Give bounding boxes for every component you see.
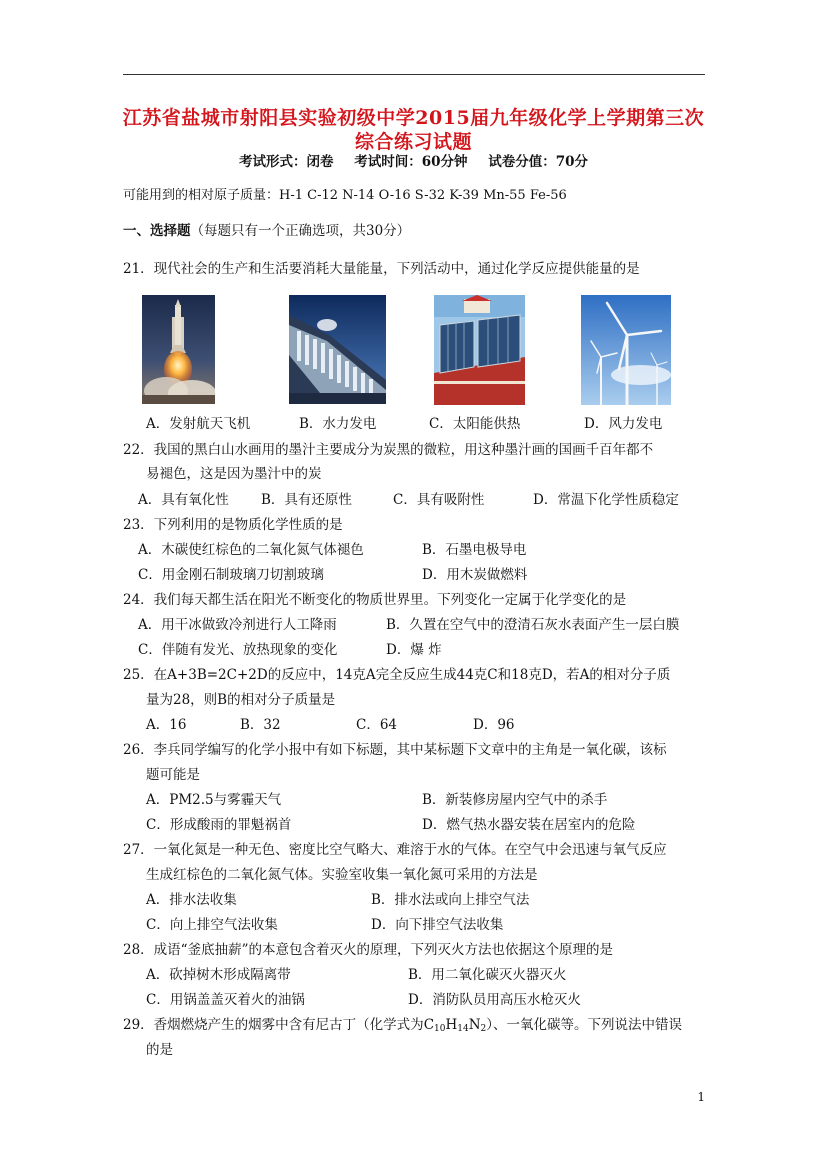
solar-heating-panels-image [434, 295, 525, 405]
q24-option-c: C．伴随有发光、放热现象的变化 [138, 642, 338, 658]
q26-stem-line-2: 题可能是 [146, 767, 200, 783]
exam-info [0, 150, 827, 170]
q25-stem-line-2: 量为28，则B的相对分子质量是 [146, 692, 336, 708]
q24-option-b: B．久置在空气中的澄清石灰水表面产生一层白膜 [386, 617, 680, 633]
q23-option-b: B．石墨电极导电 [422, 542, 527, 558]
q21-option-b: B．水力发电 [299, 416, 377, 432]
q22-option-c: C．具有吸附性 [393, 492, 485, 508]
wind-turbines-image [581, 295, 671, 405]
q27-option-b: B．排水法或向上排空气法 [371, 892, 530, 908]
q28-option-b: B．用二氧化碳灭火器灭火 [408, 967, 567, 983]
q25-option-d: D．96 [473, 717, 515, 733]
q25-option-c: C．64 [356, 717, 398, 733]
q28-option-a: A．砍掉树木形成隔离带 [146, 967, 291, 983]
q29-stem-line-1 [123, 1016, 682, 1034]
q25-stem-line-1: 25．在A+3B=2C+2D的反应中，14克A完全反应生成44克C和18克D，若A的相对分子质 [123, 667, 671, 683]
space-shuttle-launch-image [142, 295, 215, 404]
q26-option-d: D．燃气热水器安装在居室内的危险 [422, 817, 636, 833]
q21-option-a: A．发射航天飞机 [146, 416, 251, 432]
q22-option-d: D．常温下化学性质稳定 [533, 492, 679, 508]
q23-option-d: D．用木炭做燃料 [422, 567, 528, 583]
q24-option-a: A．用干冰做致冷剂进行人工降雨 [138, 617, 337, 633]
section-1-heading [123, 222, 410, 240]
title-line-2: 综合练习试题 [354, 131, 472, 153]
q26-option-b: B．新装修房屋内空气中的杀手 [422, 792, 608, 808]
q22-stem-line-1: 22．我国的黑白山水画用的墨汁主要成分为炭黑的微粒，用这种墨汁画的国画千百年都不 [123, 442, 654, 458]
section-1-title: 一、选择题 [123, 223, 191, 239]
q28-option-d: D．消防队员用高压水枪灭火 [408, 992, 581, 1008]
q25-option-b: B．32 [240, 717, 281, 733]
q29-stem-line-2: 的是 [146, 1042, 173, 1058]
title-line-1: 江苏省盐城市射阳县实验初级中学2015届九年级化学上学期第三次 [122, 107, 705, 129]
q21-stem: 21．现代社会的生产和生活要消耗大量能量，下列活动中，通过化学反应提供能量的是 [123, 261, 640, 277]
q26-option-c: C．形成酸雨的罪魁祸首 [146, 817, 292, 833]
q23-option-c: C．用金刚石制玻璃刀切割玻璃 [138, 567, 324, 583]
exam-time: 考试时间：60分钟 [354, 154, 468, 170]
q29-formula: $C_{10}H_{14}N_2$ [423, 1017, 487, 1034]
q27-option-d: D．向下排空气法收集 [371, 917, 504, 933]
hydropower-dam-image [289, 295, 386, 404]
atomic-masses: 可能用到的相对原子质量：H-1 C-12 N-14 O-16 S-32 K-39 Mn-55 Fe-56 [123, 188, 567, 203]
q27-option-a: A．排水法收集 [146, 892, 237, 908]
q29-stem-post: ）、一氧化碳等。下列说法中错误 [486, 1017, 683, 1033]
q27-stem-line-2: 生成红棕色的二氧化氮气体。实验室收集一氧化氮可采用的方法是 [146, 867, 538, 883]
page-number: 1 [697, 1090, 705, 1104]
q24-stem: 24．我们每天都生活在阳光不断变化的物质世界里。下列变化一定属于化学变化的是 [123, 592, 627, 608]
q24-option-d: D．爆 炸 [386, 642, 442, 658]
q21-option-d: D．风力发电 [584, 416, 663, 432]
q26-option-a: A．PM2.5与雾霾天气 [146, 792, 282, 808]
q29-stem-pre: 29．香烟燃烧产生的烟雾中含有尼古丁（化学式为 [123, 1017, 424, 1033]
exam-form: 考试形式：闭卷 [239, 154, 334, 170]
header-rule [123, 74, 705, 75]
q28-option-c: C．用锅盖盖灭着火的油锅 [146, 992, 305, 1008]
q25-option-a: A．16 [146, 717, 187, 733]
q27-option-c: C．向上排空气法收集 [146, 917, 278, 933]
q27-stem-line-1: 27．一氧化氮是一种无色、密度比空气略大、难溶于水的气体。在空气中会迅速与氧气反应 [123, 842, 667, 858]
q22-option-b: B．具有还原性 [261, 492, 352, 508]
q22-option-a: A．具有氧化性 [138, 492, 229, 508]
q21-option-c: C．太阳能供热 [429, 416, 521, 432]
q26-stem-line-1: 26．李兵同学编写的化学小报中有如下标题，其中某标题下文章中的主角是一氧化碳，该标 [123, 742, 667, 758]
exam-score: 试卷分值：70分 [488, 154, 588, 170]
q28-stem: 28．成语“釜底抽薪”的本意包含着灭火的原理，下列灭火方法也依据这个原理的是 [123, 942, 613, 958]
section-1-note: （每题只有一个正确选项，共30分） [190, 223, 411, 239]
q23-option-a: A．木碳使红棕色的二氧化氮气体褪色 [138, 542, 364, 558]
q22-stem-line-2: 易褪色，这是因为墨汁中的炭 [146, 466, 322, 482]
q23-stem: 23．下列利用的是物质化学性质的是 [123, 517, 343, 533]
